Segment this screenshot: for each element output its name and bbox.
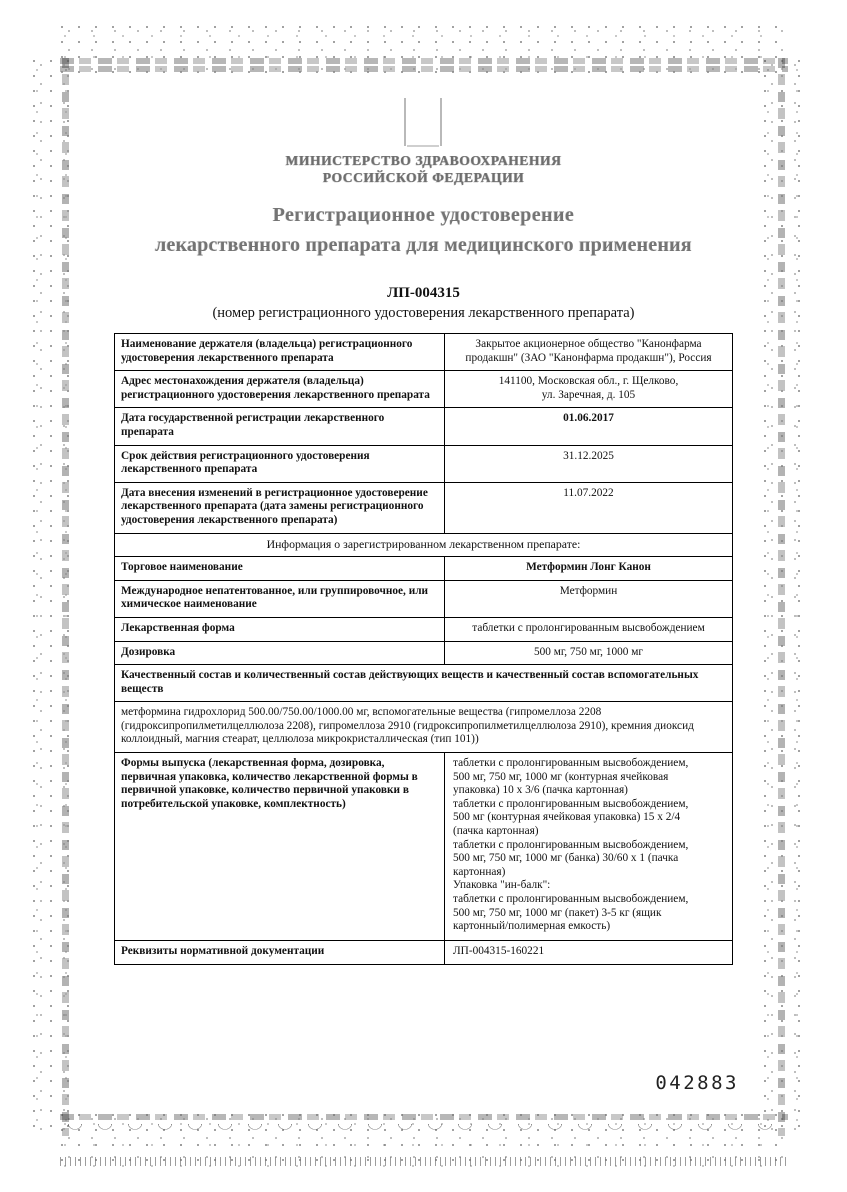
validity-label: Срок действия регистрационного удостоверения лекарственного препарата <box>115 445 445 482</box>
ministry-heading <box>0 152 847 186</box>
amendment-label: Дата внесения изменений в регистрационное удостоверение лекарственного препарата (дата замены регистрационного удостоверения лекарственного препарата) <box>115 482 445 533</box>
packaging-line: 500 мг, 750 мг, 1000 мг (банка) 30/60 х 1 (пачка <box>453 852 679 865</box>
packaging-line: таблетки с пролонгированным высвобождением, <box>453 757 689 770</box>
border-ornament-top <box>60 24 788 76</box>
table-row-strength <box>115 641 733 665</box>
packaging-line: картонный/полимерная емкость) <box>453 920 611 933</box>
table-row-holder-name <box>115 334 733 371</box>
table-row-validity <box>115 445 733 482</box>
packaging-line: таблетки с пролонгированным высвобождением, <box>453 838 689 851</box>
ministry-emblem-icon <box>401 98 445 152</box>
holder-address-line-1: 141100, Московская обл., г. Щелково, <box>498 375 679 388</box>
table-row-amendment <box>115 482 733 533</box>
table-row-normative <box>115 940 733 965</box>
holder-name-value: Закрытое акционерное общество "Канонфарма продакшн" (ЗАО "Канонфарма продакшн"), Россия <box>445 334 733 371</box>
document-title-line-1: Регистрационное удостоверение <box>272 204 575 226</box>
inn-label: Международное непатентованное, или группировочное, или химическое наименование <box>115 580 445 617</box>
holder-address-label: Адрес местонахождения держателя (владельца) регистрационного удостоверения лекарственного препарата <box>115 371 445 408</box>
validity-value: 31.12.2025 <box>445 445 733 482</box>
serial-number: 042883 <box>655 1072 739 1094</box>
registration-date-value: 01.06.2017 <box>445 408 733 445</box>
table-row-packaging <box>115 753 733 941</box>
packaging-line: картонная) <box>453 865 506 878</box>
packaging-line: 500 мг, 750 мг, 1000 мг (контурная ячейковая <box>453 770 669 783</box>
section-banner: Информация о зарегистрированном лекарственном препарате: <box>115 533 733 557</box>
border-ornament-bottom <box>60 1112 788 1170</box>
composition-value: метформина гидрохлорид 500.00/750.00/1000.00 мг, вспомогательные вещества (гипромеллоза 2208 (гидроксипропилметилцеллюлоза 2208), гипромеллоза 2910 (гидроксипропилметилцеллюлоза 2910), кремния диоксид коллоидный, магния стеарат, целлюлоза микрокристаллическая (тип 101)) <box>115 702 733 753</box>
certificate-table <box>114 333 733 965</box>
registration-date-label: Дата государственной регистрации лекарственного препарата <box>115 408 445 445</box>
strength-label: Дозировка <box>115 641 445 665</box>
normative-label: Реквизиты нормативной документации <box>115 940 445 965</box>
packaging-label: Формы выпуска (лекарственная форма, дозировка, первичная упаковка, количество лекарственной формы в первичной упаковке, количество первичной упаковки в потребительской упаковке, комплектность) <box>115 753 445 941</box>
amendment-value: 11.07.2022 <box>445 482 733 533</box>
registration-number-caption: (номер регистрационного удостоверения лекарственного препарата) <box>212 305 635 321</box>
table-row-section-banner <box>115 533 733 557</box>
packaging-line: упаковка) 10 х 3/6 (пачка картонная) <box>453 784 628 797</box>
normative-value: ЛП-004315-160221 <box>445 940 733 965</box>
packaging-line: (пачка картонная) <box>453 825 539 838</box>
composition-label: Качественный состав и количественный состав действующих веществ и качественный состав вспомогательных веществ <box>115 665 733 702</box>
dosage-form-label: Лекарственная форма <box>115 617 445 641</box>
table-row-composition-value <box>115 702 733 753</box>
table-row-dosage-form <box>115 617 733 641</box>
packaging-line: Упаковка "ин-балк": <box>453 879 551 892</box>
ministry-line-2: РОССИЙСКОЙ ФЕДЕРАЦИИ <box>322 170 525 185</box>
strength-value: 500 мг, 750 мг, 1000 мг <box>445 641 733 665</box>
document-title-line-2: лекарственного препарата для медицинского применения <box>155 234 692 256</box>
ministry-line-1: МИНИСТЕРСТВО ЗДРАВООХРАНЕНИЯ <box>285 153 562 168</box>
packaging-line: таблетки с пролонгированным высвобождением, <box>453 893 689 905</box>
table-row-holder-address <box>115 371 733 408</box>
packaging-value <box>445 753 733 941</box>
packaging-line: 500 мг, 750 мг, 1000 мг (пакет) 3-5 кг (ящик <box>453 906 662 919</box>
holder-address-value <box>445 371 733 408</box>
trade-name-label: Торговое наименование <box>115 557 445 581</box>
table-row-trade-name <box>115 557 733 581</box>
holder-address-line-2: ул. Заречная, д. 105 <box>541 388 636 401</box>
packaging-line: таблетки с пролонгированным высвобождением, <box>453 797 689 810</box>
registration-number: ЛП-004315 <box>387 285 460 301</box>
inn-value: Метформин <box>445 580 733 617</box>
document-title <box>0 200 847 260</box>
dosage-form-value: таблетки с пролонгированным высвобождением <box>445 617 733 641</box>
trade-name-value: Метформин Лонг Канон <box>445 557 733 581</box>
table-row-composition-label <box>115 665 733 702</box>
table-row-registration-date <box>115 408 733 445</box>
packaging-line: 500 мг (контурная ячейковая упаковка) 15 х 2/4 <box>453 811 681 824</box>
holder-name-label: Наименование держателя (владельца) регистрационного удостоверения лекарственного препарата <box>115 334 445 371</box>
table-row-inn <box>115 580 733 617</box>
